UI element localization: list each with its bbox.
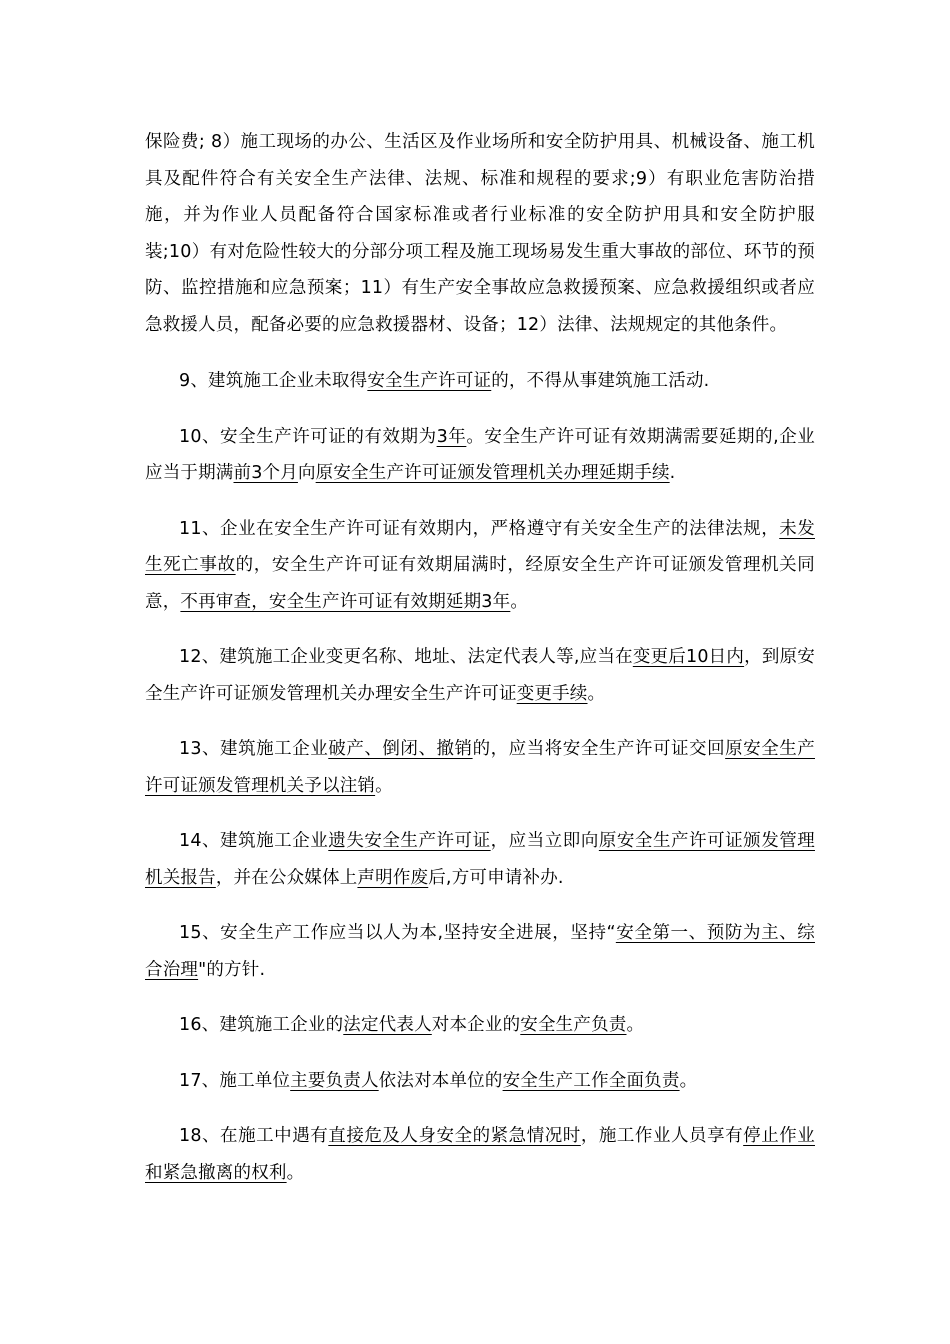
paragraph-item-13 [145, 731, 815, 804]
text-run: 的，不得从事建筑施工活动. [491, 371, 710, 391]
text-run: 11、企业在安全生产许可证有效期内，严格遵守有关安全生产的法律法规， [179, 518, 780, 539]
text-run: 17、施工单位 [179, 1070, 291, 1091]
underlined-key-term: 安全第一、预防为主、综合治理 [145, 923, 815, 980]
underlined-key-term: 安全生产工作全面负责 [502, 1070, 680, 1091]
paragraph-item-18 [145, 1118, 815, 1191]
underlined-key-term: 变更手续 [516, 683, 588, 704]
text-run: 保险费; 8）施工现场的办公、生活区及作业场所和安全防护用具、机械设备、施工机具及配件符合有关安全生产法律、法规、标准和规程的要求;9）有职业危害防治措施，并为作业人员配备符合国家标准或者行业标准的安全防护用具和安全防护服装;10）有对危险性较大的分部分项工程及施工现场易发生重大事故的部位、环节的预防、监控措施和应急预案；11）有生产安全事故应急救援预案、应急救援组织或者应急救援人员，配备必要的应急救援器材、设备；12）法律、法规规定的其他条件。 [145, 132, 815, 335]
underlined-key-term: 停止作业和紧急撤离的权利 [145, 1126, 815, 1183]
underlined-key-term: 主要负责人 [290, 1070, 379, 1091]
text-run: 12、建筑施工企业变更名称、地址、法定代表人等,应当在 [179, 647, 633, 667]
text-run: 。 [286, 1162, 305, 1183]
underlined-key-term: 原安全生产许可证颁发管理机关办理延期手续 [315, 463, 670, 483]
text-run: 。安全生产许可证有效期满需要延期的,企业应当于期满 [145, 426, 815, 483]
text-run: 18、在施工中遇有 [179, 1126, 329, 1146]
text-run: 15、安全生产工作应当以人为本,坚持安全进展，坚持“ [179, 923, 616, 943]
paragraph-item-15 [145, 915, 815, 988]
underlined-key-term: 遗失安全生产许可证 [328, 831, 491, 851]
text-run: . [669, 463, 676, 483]
text-run: 对本企业的 [431, 1015, 521, 1035]
paragraph-item-11 [145, 511, 815, 621]
text-run: 13、建筑施工企业 [179, 739, 329, 759]
text-run: ，应当立即向 [490, 831, 599, 851]
text-run: 后,方可申请补办. [428, 867, 564, 888]
text-run: "的方针. [198, 959, 266, 980]
underlined-key-term: 未发生死亡事故 [145, 518, 815, 575]
underlined-key-term: 声明作废 [357, 867, 429, 888]
underlined-key-term: 法定代表人 [343, 1015, 432, 1035]
text-run: 向 [297, 463, 316, 483]
underlined-key-term: 破产、倒闭、撤销 [328, 739, 473, 759]
text-run: ，并在公众媒体上 [215, 867, 358, 888]
text-run: 9、建筑施工企业未取得 [179, 371, 368, 391]
underlined-key-term: 安全生产负责 [520, 1015, 627, 1035]
text-run: ，施工作业人员享有 [580, 1126, 744, 1146]
text-run: 的，应当将安全生产许可证交回 [472, 739, 726, 759]
paragraph-item-14 [145, 823, 815, 896]
document-body [145, 124, 815, 1191]
text-run: 的，安全生产许可证有效期届满时，经原安全生产许可证颁发管理机关同意， [145, 555, 816, 612]
paragraph-item-10 [145, 419, 815, 492]
underlined-key-term: 原安全生产许可证颁发管理机关予以注销 [145, 739, 815, 796]
text-run: ，到原安全生产许可证颁发管理机关办理安全生产许可证 [145, 647, 815, 704]
paragraph-item-9 [145, 363, 815, 400]
paragraph-item-17 [145, 1063, 815, 1100]
underlined-key-term: 前3个月 [233, 463, 298, 483]
text-run: 。 [587, 683, 606, 704]
underlined-key-term: 3年 [436, 426, 467, 447]
underlined-key-term: 安全生产许可证 [367, 371, 492, 391]
underlined-key-term: 变更后10日内 [632, 647, 745, 667]
text-run: 。 [626, 1015, 645, 1035]
text-run: 。 [510, 591, 529, 612]
text-run: 依法对本单位的 [378, 1070, 503, 1091]
text-run: 14、建筑施工企业 [179, 831, 329, 851]
paragraph-item-16 [145, 1007, 815, 1044]
paragraph-item-12 [145, 639, 815, 712]
text-run: 。 [679, 1070, 698, 1091]
paragraph-item-8-continued [145, 124, 815, 343]
text-run: 10、安全生产许可证的有效期为 [179, 426, 437, 447]
underlined-key-term: 直接危及人身安全的紧急情况时 [328, 1126, 581, 1146]
underlined-key-term: 不再审查，安全生产许可证有效期延期3年 [180, 591, 511, 612]
underlined-key-term: 原安全生产许可证颁发管理机关报告 [145, 831, 815, 888]
text-run: 16、建筑施工企业的 [179, 1015, 344, 1035]
text-run: 。 [375, 775, 393, 796]
